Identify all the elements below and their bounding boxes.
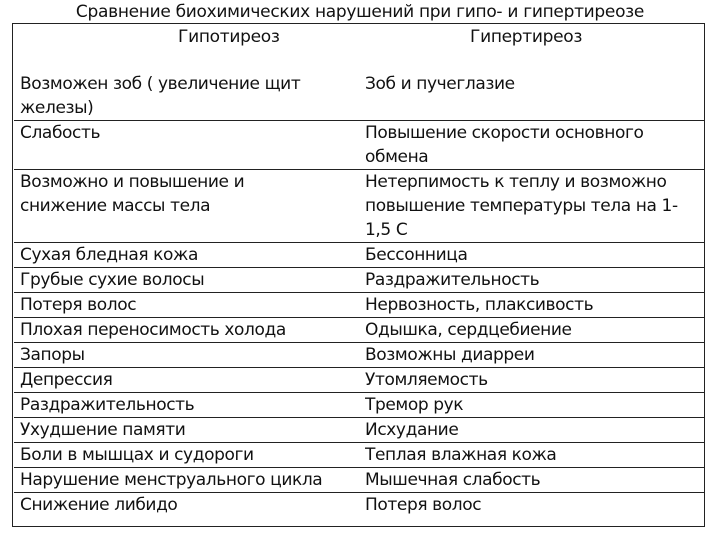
table-row: [14, 72, 704, 121]
hypothyroidism-cell: [14, 243, 365, 267]
cell-line: Ухудшение памяти: [20, 420, 186, 440]
hypothyroidism-cell: [14, 493, 365, 517]
hypothyroidism-cell: [14, 393, 365, 417]
hypothyroidism-cell: [14, 343, 365, 367]
cell-line: Боли в мышцах и судороги: [20, 445, 254, 465]
table-row: [14, 468, 704, 493]
cell-line: Исхудание: [365, 420, 459, 440]
cell-line: Повышение скорости основного: [365, 123, 644, 143]
cell-line: Зоб и пучеглазие: [365, 74, 515, 94]
hypothyroidism-cell: [14, 368, 365, 392]
cell-line: Одышка, сердцебиение: [365, 320, 572, 340]
cell-line: Нервозность, плаксивость: [365, 295, 594, 315]
cell-line: Грубые сухие волосы: [20, 270, 205, 290]
cell-line: Снижение либидо: [20, 495, 178, 515]
hypothyroidism-cell: [14, 72, 365, 120]
table-row: [14, 268, 704, 293]
cell-line: Тремор рук: [365, 395, 464, 415]
cell-line: Потеря волос: [20, 295, 137, 315]
comparison-table: [14, 72, 704, 517]
cell-line: Нарушение менструального цикла: [20, 470, 323, 490]
hypothyroidism-cell: [14, 418, 365, 442]
hyperthyroidism-cell: [365, 268, 704, 292]
hyperthyroidism-cell: [365, 468, 704, 492]
column-header-hypothyroidism: Гипотиреоз: [178, 27, 280, 47]
cell-line: Раздражительность: [20, 395, 195, 415]
column-header-hyperthyroidism: Гипертиреоз: [470, 27, 583, 47]
cell-line: Утомляемость: [365, 370, 488, 390]
table-row: [14, 121, 704, 170]
table-row: [14, 493, 704, 517]
hyperthyroidism-cell: [365, 72, 704, 120]
hyperthyroidism-cell: [365, 368, 704, 392]
cell-line: обмена: [365, 147, 429, 167]
cell-line: Запоры: [20, 345, 85, 365]
cell-line: снижение массы тела: [20, 196, 211, 216]
cell-line: Депрессия: [20, 370, 113, 390]
table-row: [14, 368, 704, 393]
cell-line: Сухая бледная кожа: [20, 245, 198, 265]
page-title: Сравнение биохимических нарушений при гипо- и гипертиреозе: [75, 2, 645, 22]
table-row: [14, 318, 704, 343]
hyperthyroidism-cell: [365, 170, 704, 242]
cell-line: повышение температуры тела на 1-: [365, 196, 678, 216]
hypothyroidism-cell: [14, 268, 365, 292]
hypothyroidism-cell: [14, 443, 365, 467]
hyperthyroidism-cell: [365, 343, 704, 367]
cell-line: Раздражительность: [365, 270, 540, 290]
cell-line: Возможно и повышение и: [20, 172, 245, 192]
hypothyroidism-cell: [14, 318, 365, 342]
hypothyroidism-cell: [14, 468, 365, 492]
hypothyroidism-cell: [14, 170, 365, 242]
cell-line: Возможен зоб ( увеличение щит: [20, 74, 301, 94]
cell-line: Потеря волос: [365, 495, 482, 515]
cell-line: железы): [20, 98, 94, 118]
cell-line: Мышечная слабость: [365, 470, 541, 490]
table-row: [14, 418, 704, 443]
table-row: [14, 443, 704, 468]
table-row: [14, 243, 704, 268]
hyperthyroidism-cell: [365, 243, 704, 267]
table-row: [14, 170, 704, 243]
cell-line: Теплая влажная кожа: [365, 445, 557, 465]
table-row: [14, 343, 704, 368]
hyperthyroidism-cell: [365, 443, 704, 467]
table-row: [14, 393, 704, 418]
cell-line: Плохая переносимость холода: [20, 320, 286, 340]
hyperthyroidism-cell: [365, 293, 704, 317]
cell-line: Бессонница: [365, 245, 468, 265]
hyperthyroidism-cell: [365, 318, 704, 342]
hyperthyroidism-cell: [365, 418, 704, 442]
hypothyroidism-cell: [14, 121, 365, 169]
cell-line: 1,5 С: [365, 220, 408, 240]
hyperthyroidism-cell: [365, 121, 704, 169]
cell-line: Возможны диарреи: [365, 345, 535, 365]
cell-line: Нетерпимость к теплу и возможно: [365, 172, 667, 192]
hypothyroidism-cell: [14, 293, 365, 317]
hyperthyroidism-cell: [365, 393, 704, 417]
cell-line: Слабость: [20, 123, 101, 143]
hyperthyroidism-cell: [365, 493, 704, 517]
table-row: [14, 293, 704, 318]
